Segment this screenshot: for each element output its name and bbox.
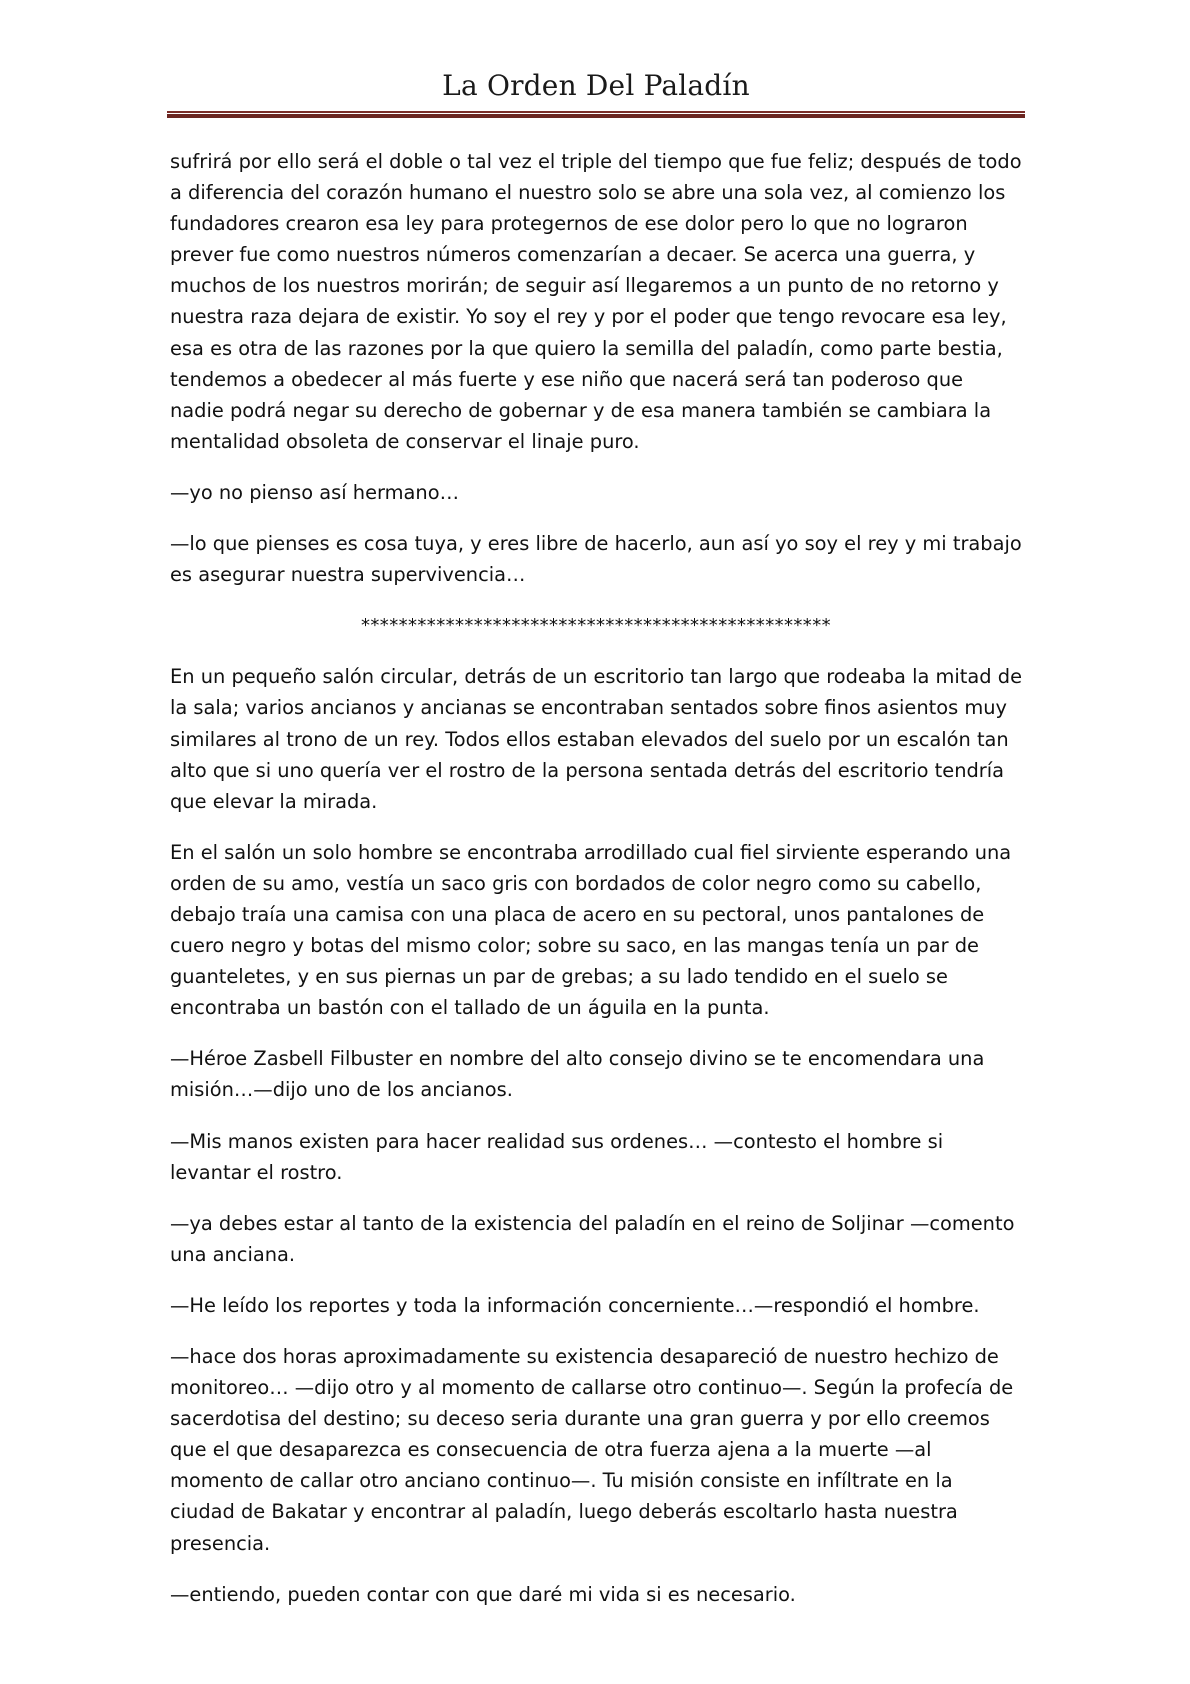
paragraph: sufrirá por ello será el doble o tal vez el triple del tiempo que fue feliz; después de todo a diferencia del corazón humano el nuestro solo se abre una sola vez, al comienzo los fundadores crearon esa ley para protegernos de ese dolor pero lo que no lograron prever fue como nuestros números comenzarían a decaer. Se acerca una guerra, y muchos de los nuestros morirán; de seguir así llegaremos a un punto de no retorno y nuestra raza dejara de existir. Yo soy el rey y por el poder que tengo revocare esa ley, esa es otra de las razones por la que quiero la semilla del paladín, como parte bestia, tendemos a obedecer al más fuerte y ese niño que nacerá será tan poderoso que nadie podrá negar su derecho de gobernar y de esa manera también se cambiara la mentalidad obsoleta de conservar el linaje puro. <box>170 150 1022 453</box>
paragraph: En un pequeño salón circular, detrás de un escritorio tan largo que rodeaba la mitad de la sala; varios ancianos y ancianas se encontraban sentados sobre finos asientos muy similares al trono de un rey. Todos ellos estaban elevados del suelo por un escalón tan alto que si uno quería ver el rostro de la persona sentada detrás del escritorio tendría que elevar la mirada. <box>170 665 1023 813</box>
dialogue-line: —Mis manos existen para hacer realidad sus ordenes… —contesto el hombre si levantar el rostro. <box>170 1129 944 1184</box>
paragraph: En el salón un solo hombre se encontraba arrodillado cual fiel sirviente esperando una orden de su amo, vestía un saco gris con bordados de color negro como su cabello, debajo traía una camisa con una placa de acero en su pectoral, unos pantalones de cuero negro y botas del mismo color; sobre su saco, en las mangas tenía un par de guanteletes, y en sus piernas un par de grebas; a su lado tendido en el suelo se encontraba un bastón con el tallado de un águila en la punta. <box>170 840 1012 1020</box>
dialogue-line: —ya debes estar al tanto de la existencia del paladín en el reino de Soljinar —comento una anciana. <box>170 1211 1015 1266</box>
dialogue-line: —He leído los reportes y toda la información concerniente…—respondió el hombre. <box>170 1293 980 1317</box>
page-title: La Orden Del Paladín <box>442 69 750 102</box>
dialogue-line: —entiendo, pueden contar con que daré mi vida si es necesario. <box>170 1582 796 1606</box>
header-divider <box>167 111 1025 118</box>
dialogue-line: —lo que pienses es cosa tuya, y eres libre de hacerlo, aun así yo soy el rey y mi trabajo es asegurar nuestra supervivencia… <box>170 532 1022 587</box>
document-body <box>170 146 1022 1630</box>
dialogue-line: —yo no pienso así hermano… <box>170 480 459 504</box>
scene-separator: ************************************************** <box>361 615 831 637</box>
dialogue-line: —Héroe Zasbell Filbuster en nombre del alto consejo divino se te encomendara una misión…—dijo uno de los ancianos. <box>170 1047 985 1102</box>
dialogue-line: —hace dos horas aproximadamente su existencia desapareció de nuestro hechizo de monitoreo… —dijo otro y al momento de callarse otro continuo—. Según la profecía de sacerdotisa del destino; su deceso seria durante una gran guerra y por ello creemos que el que desaparezca es consecuencia de otra fuerza ajena a la muerte —al momento de callar otro anciano continuo—. Tu misión consiste en infíltrate en la ciudad de Bakatar y encontrar al paladín, luego deberás escoltarlo hasta nuestra presencia. <box>170 1345 1014 1555</box>
